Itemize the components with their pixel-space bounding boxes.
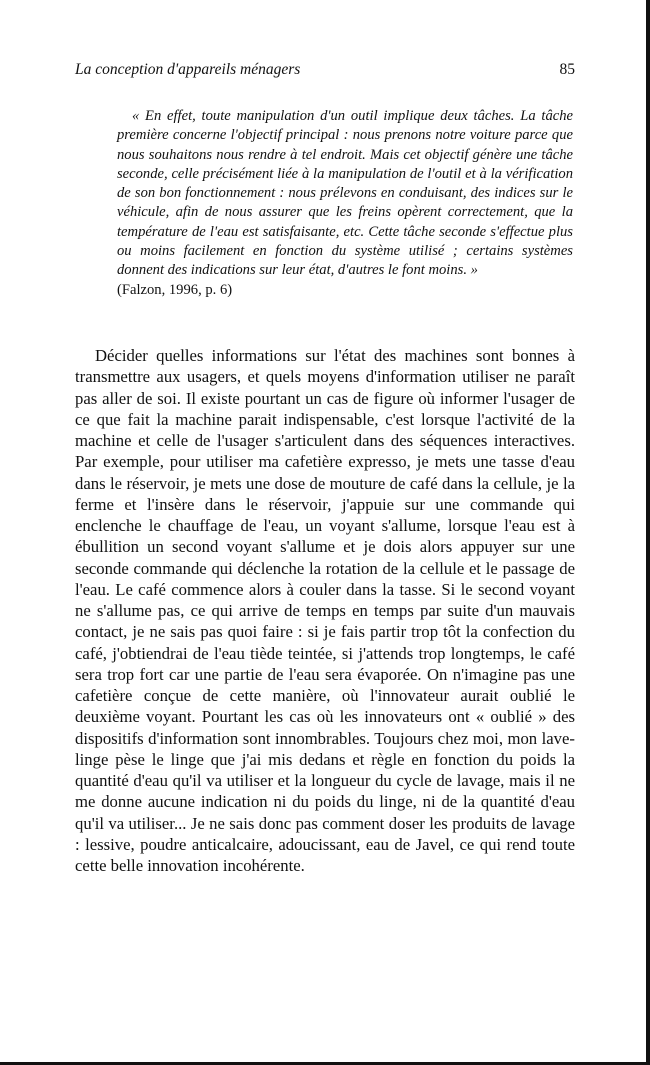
block-quote [117, 107, 573, 300]
running-title: La conception d'appareils ménagers [75, 61, 301, 78]
quote-text: « En effet, toute manipulation d'un outil implique deux tâches. La tâche première concerne l'objectif principal : nous prenons notre voiture parce que nous souhaitons nous rendre à tel endroit. Mais cet objectif génère une tâche seconde, celle précisément liée à la manipulation de l'outil et à la vérification de son bon fonctionnement : nous prélevons en conduisant, des indices sur le véhicule, afin de nous assurer que les freins opèrent correctement, que la température de l'eau est satisfaisante, etc. Cette tâche seconde s'effectue plus ou moins facilement en fonction du système utilisé ; certains systèmes donnent des indications sur leur état, d'autres le font moins. » [117, 108, 573, 279]
scan-border-right [646, 0, 650, 1065]
running-header [75, 58, 575, 82]
body-paragraph: Décider quelles informations sur l'état des machines sont bonnes à transmettre aux usagers, et quels moyens d'information utiliser ne paraît pas aller de soi. Il existe pourtant un cas de figure où informer l'usager de ce que fait la machine parait indispensable, c'est lorsque l'activité de la machine et celle de l'usager s'articulent dans des séquences interactives. Par exemple, pour utiliser ma cafetière expresso, je mets une tasse d'eau dans le réservoir, je mets une dose de mouture de café dans la cellule, je la ferme et l'insère dans le réservoir, j'appuie sur une commande qui enclenche le chauffage de l'eau, un voyant s'allume, lorsque l'eau est à ébullition un second voyant s'allume et je dois alors appuyer sur une seconde commande qui déclenche la rotation de la cellule et le passage de l'eau. Le café commence alors à couler dans la tasse. Si le second voyant ne s'allume pas, ce qui arrive de temps en temps par suite d'un mauvais contact, je ne sais pas quoi faire : si je fais partir trop tôt la confection du café, j'obtiendrai de l'eau tiède teintée, si j'attends trop longtemps, le café sera trop fort car une partie de l'eau sera évaporée. On n'imagine pas une cafetière conçue de cette manière, où l'innovateur aurait oublié le deuxième voyant. Pourtant les cas où les innovateurs ont « oublié » des dispositifs d'information sont innombrables. Toujours chez moi, mon lave-linge pèse le linge que j'ai mis dedans et règle en fonction du poids la quantité d'eau qu'il va utiliser et la longueur du cycle de lavage, mais il ne me donne aucune indication ni du poids du linge, ni de la quantité d'eau qu'il va utiliser... Je ne sais donc pas comment doser les produits de lavage : lessive, poudre anticalcaire, adoucissant, eau de Javel, ce qui rend toute cette belle innovation incohérente. [75, 346, 575, 875]
quote-citation: (Falzon, 1996, p. 6) [117, 281, 233, 298]
page-number: 85 [559, 61, 575, 78]
